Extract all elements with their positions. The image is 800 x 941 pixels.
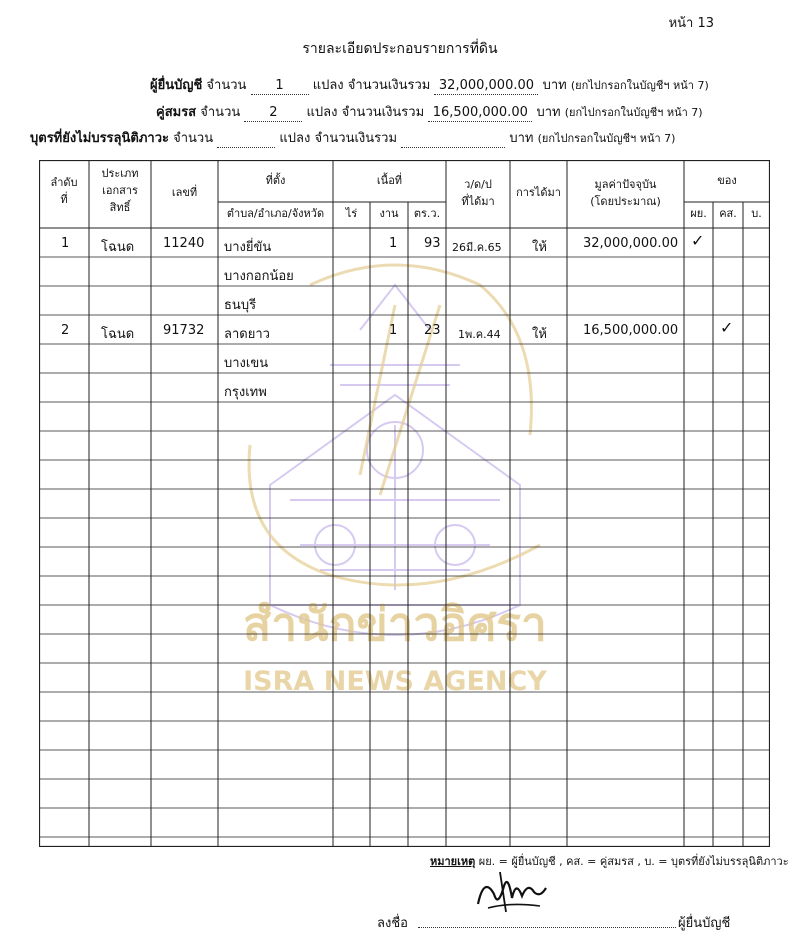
count-label: จำนวน (200, 105, 241, 120)
signature-label: ลงชื่อ (377, 916, 408, 931)
total-label: จำนวนเงินรวม (347, 78, 431, 93)
header-location: ที่ตั้ง (265, 174, 286, 187)
page-number: หน้า 13 (668, 16, 714, 31)
carry-note: (ยกไปกรอกในบัญชีฯ หน้า 7) (537, 132, 676, 145)
document-title: รายละเอียดประกอบรายการที่ดิน (302, 41, 498, 57)
count-label: จำนวน (206, 78, 247, 93)
header-area-ngan: งาน (379, 207, 399, 220)
row2-ngan: 1 (389, 323, 398, 338)
row1-province: ธนบุรี (224, 298, 257, 313)
row2-number: 91732 (163, 323, 205, 338)
total-value: 32,000,000.00 (434, 78, 538, 95)
summary-label: คู่สมรส (156, 105, 197, 120)
row1-acquisition: ให้ (532, 240, 547, 255)
total-label: จำนวนเงินรวม (341, 105, 425, 120)
signature-mark (470, 868, 550, 916)
row2-date: 1พ.ค.44 (458, 328, 501, 341)
row2-location: ลาดยาว (224, 327, 270, 342)
currency-label: บาท (509, 131, 534, 146)
header-number: เลขที่ (171, 186, 198, 199)
total-value: 16,500,000.00 (428, 105, 532, 122)
row1-value: 32,000,000.00 (583, 236, 679, 251)
count-value: 1 (251, 78, 309, 95)
summary-declarant (150, 74, 709, 95)
header-owner-child: บ. (751, 207, 762, 220)
signature-role: ผู้ยื่นบัญชี (678, 916, 731, 931)
currency-label: บาท (536, 105, 561, 120)
row1-district: บางกอกน้อย (224, 269, 294, 284)
unit-label: แปลง (279, 131, 311, 146)
summary-child (30, 127, 675, 148)
carry-note: (ยกไปกรอกในบัญชีฯ หน้า 7) (564, 106, 703, 119)
row1-wa: 93 (424, 236, 441, 251)
row2-seq: 2 (61, 323, 70, 338)
row2-value: 16,500,000.00 (583, 323, 679, 338)
unit-label: แปลง (306, 105, 338, 120)
header-area: เนื้อที่ (376, 174, 403, 187)
row2-province: กรุงเทพ (224, 385, 267, 400)
total-value (401, 131, 505, 148)
row1-doc-type: โฉนด (101, 240, 135, 255)
watermark-english-text: ISRA NEWS AGENCY (243, 666, 547, 697)
carry-note: (ยกไปกรอกในบัญชีฯ หน้า 7) (570, 79, 709, 92)
table-grid (39, 160, 770, 847)
row2-owner-spouse-check: ✓ (720, 318, 734, 337)
row1-ngan: 1 (389, 236, 398, 251)
count-value: 2 (244, 105, 302, 122)
land-table (39, 160, 770, 847)
summary-spouse (156, 101, 703, 122)
header-value: มูลค่าปัจจุบัน (โดยประมาณ) (590, 178, 661, 208)
row1-owner-declarant-check: ✓ (691, 231, 705, 250)
row2-acquisition: ให้ (532, 327, 547, 342)
header-seq: ลำดับ ที่ (50, 176, 78, 206)
row1-location: บางยี่ขัน (224, 240, 272, 255)
header-owner-declarant: ผย. (690, 207, 707, 220)
header-doc-type: ประเภท เอกสาร สิทธิ์ (101, 167, 139, 214)
summary-label: ผู้ยื่นบัญชี (150, 78, 203, 93)
footnote-text: ผย. = ผู้ยื่นบัญชี , คส. = คู่สมรส , บ. = บุตรที่ยังไม่บรรลุนิติภาวะ (478, 855, 789, 868)
header-acquisition: การได้มา (516, 186, 561, 199)
footnote-label: หมายเหตุ (430, 855, 476, 868)
watermark-thai-text: สำนักข่าวอิศรา (243, 597, 547, 651)
header-area-rai: ไร่ (345, 207, 358, 220)
header-owner-spouse: คส. (719, 207, 737, 220)
header-location-sub: ตำบล/อำเภอ/จังหวัด (226, 207, 325, 220)
count-value (217, 131, 275, 148)
row2-wa: 23 (424, 323, 441, 338)
header-owner: ของ (717, 174, 737, 187)
summary-label: บุตรที่ยังไม่บรรลุนิติภาวะ (30, 131, 169, 146)
unit-label: แปลง (312, 78, 344, 93)
header-date: ว/ด/ป ที่ได้มา (461, 178, 495, 208)
row1-number: 11240 (163, 236, 205, 251)
header-area-wa: ตร.ว. (413, 207, 441, 220)
currency-label: บาท (542, 78, 567, 93)
row2-doc-type: โฉนด (101, 327, 135, 342)
signature-line (418, 914, 676, 928)
row1-seq: 1 (61, 236, 70, 251)
total-label: จำนวนเงินรวม (314, 131, 398, 146)
row2-district: บางเขน (224, 356, 269, 371)
count-label: จำนวน (173, 131, 214, 146)
row1-date: 26มี.ค.65 (452, 241, 502, 254)
